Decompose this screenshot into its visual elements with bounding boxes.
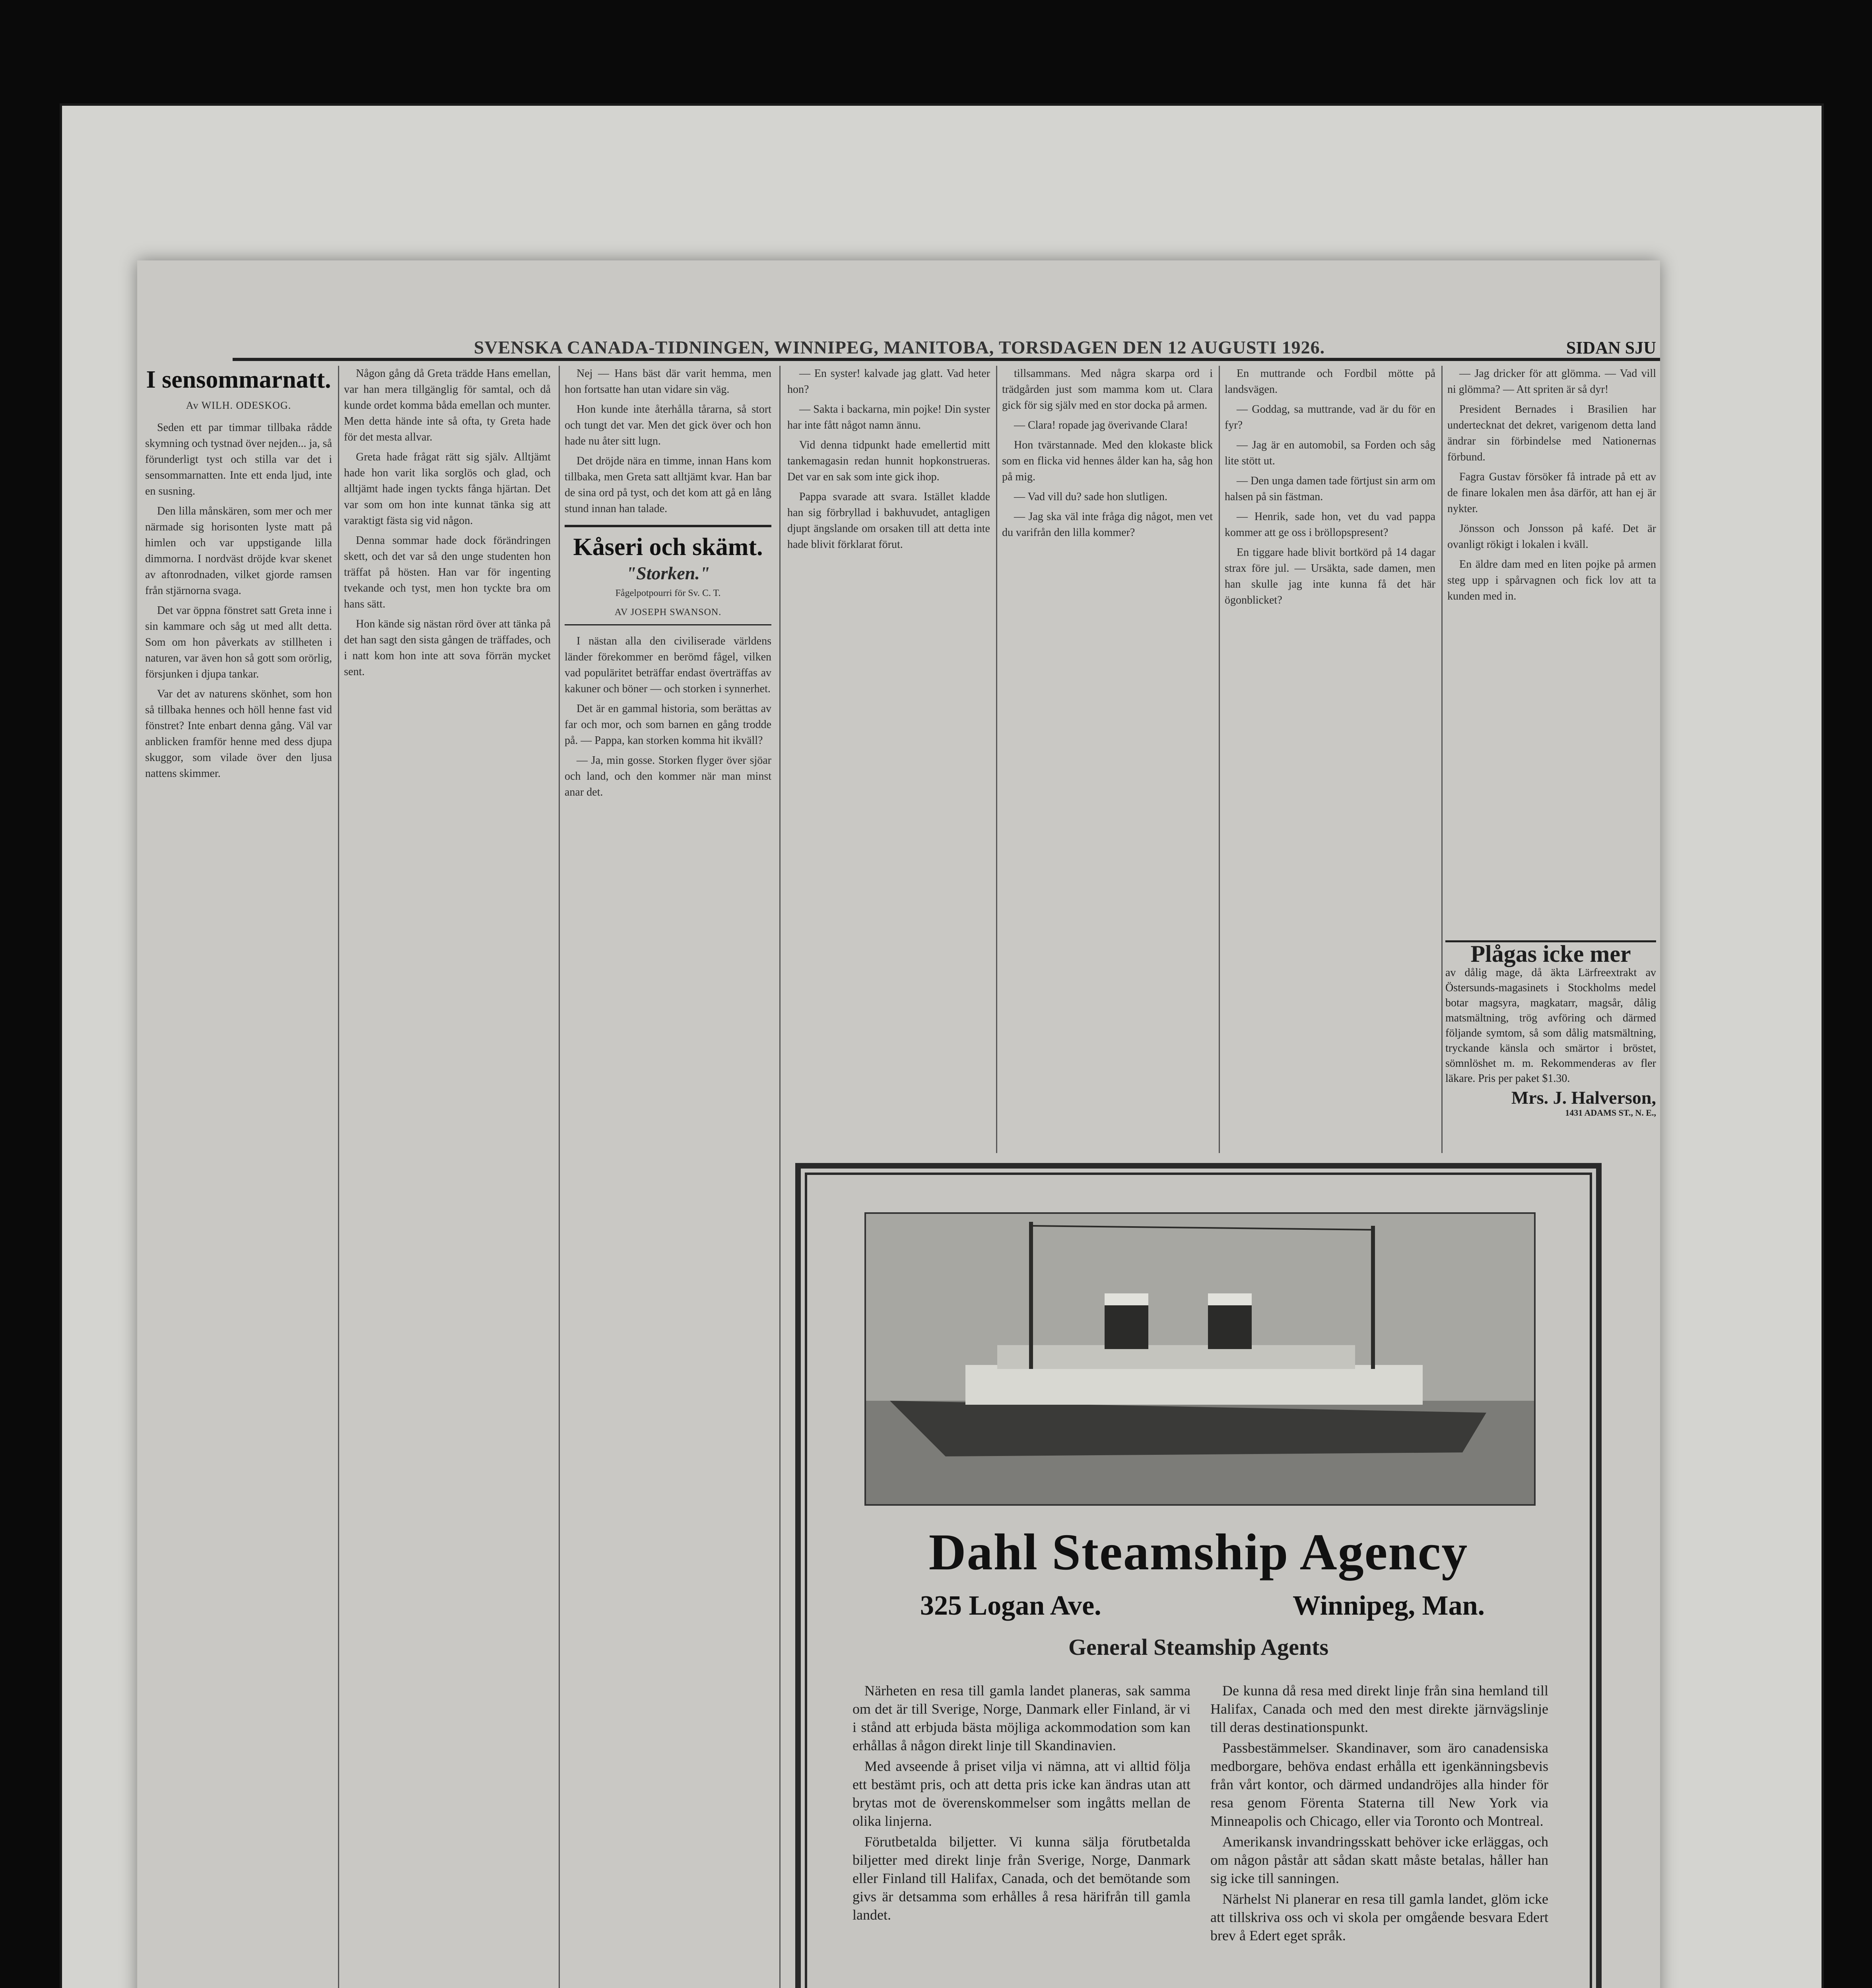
steamship-ad bbox=[795, 1163, 1602, 1988]
column-rule bbox=[559, 366, 560, 1988]
paragraph: Med avseende å priset vilja vi nämna, att vi alltid följa ett bestämt pris, och att detta pris icke kan ändras utan att brytas mot de överenskommelser som ingåtts mellan de olika linjerna. bbox=[852, 1758, 1190, 1829]
paragraph: Denna sommar hade dock förändringen skett, och det var så den unge studenten hon träffat på hösten. Han var för ingenting tvekande och tyst, men hon tyckte bra om hans sätt. bbox=[344, 534, 551, 610]
column-rule bbox=[1441, 366, 1443, 1153]
steamship-photo bbox=[864, 1212, 1536, 1506]
paragraph: Amerikansk invandringsskatt behöver icke erläggas, och om någon påstår att sådan skatt måste betalas, håller han sig icke till sanningen. bbox=[1210, 1834, 1548, 1886]
ad-text: av dålig mage, då äkta Lärfreextrakt av Östersunds-magasinets i Stockholms medel botar magsyra, magkatarr, magsår, dålig matsmältning, trög avföring och därmed följande symtom, så som dålig matsmältning, tryckande känsla och smärtor i bröstet, sömnlöshet m. m. Rekommenderas av fler läkare. Pris per paket $1.30. bbox=[1445, 967, 1656, 1085]
column-1 bbox=[145, 366, 332, 1988]
paragraph: — Goddag, sa muttrande, vad är du för en fyr? bbox=[1225, 403, 1435, 431]
ad-body-right bbox=[1210, 1681, 1548, 1947]
paragraph: Nej — Hans bäst där varit hemma, men hon fortsatte han utan vidare sin väg. bbox=[565, 367, 771, 396]
column-rule bbox=[779, 366, 781, 1988]
paragraph: — Jag dricker för att glömma. — Vad vill ni glömma? — Att spriten är så dyr! bbox=[1447, 367, 1656, 396]
column-3 bbox=[565, 366, 771, 1988]
paragraph: Det dröjde nära en timme, innan Hans kom tillbaka, men Greta satt alltjämt kvar. Han bar de sina ord på tyst, och det kom att gå en lång stund innan han talade. bbox=[565, 455, 771, 515]
ad-body-left bbox=[852, 1681, 1190, 1926]
ad-heading: Plågas icke mer bbox=[1445, 940, 1656, 961]
column-4 bbox=[787, 366, 990, 1153]
paragraph: — Henrik, sade hon, vet du vad pappa kommer att ge oss i bröllopspresent? bbox=[1225, 511, 1435, 539]
paragraph: President Bernades i Brasilien har undertecknat det dekret, varigenom detta land ändrar sin förbindelse med Nationernas förbund. bbox=[1447, 403, 1656, 463]
paragraph: — En syster! kalvade jag glatt. Vad heter hon? bbox=[787, 367, 990, 396]
story-title: I sensommarnatt. bbox=[146, 366, 331, 393]
paragraph: Det var öppna fönstret satt Greta inne i sin kammare och såg ut med allt detta. Som om hon påverkats av stillheten i naturen, var även hon så gott som orörlig, försjunken i djupa tankar. bbox=[145, 604, 332, 680]
ad-name: Mrs. J. Halverson, bbox=[1511, 1087, 1656, 1108]
column-rule bbox=[338, 366, 339, 1988]
kaseri-title: Kåseri och skämt. bbox=[573, 534, 763, 561]
column-5 bbox=[1002, 366, 1213, 1153]
paragraph: Greta hade frågat rätt sig själv. Alltjämt hade hon varit lika sorglös och glad, och alltjämt hade ingen tyckts fånga hjärtan. Det var som om hon inte kunnat tänka sig att varaktigt fästa sig vid någon. bbox=[344, 451, 551, 527]
story-byline: Av WILH. ODESKOG. bbox=[186, 400, 291, 411]
steamship-image bbox=[866, 1214, 1534, 1504]
paragraph: Pappa svarade att svara. Istället kladde han sig förbryllad i bakhuvudet, antagligen djupt ängslande om orsaken till att detta inte hade blivit förklarat förut. bbox=[787, 491, 990, 551]
ad-street: 325 Logan Ave. bbox=[920, 1590, 1101, 1621]
paragraph: Närheten en resa till gamla landet planeras, sak samma om det är till Sverige, Norge, Danmark eller Finland, är vi i stånd att erbjuda bästa möjliga ackommodation som kan erhållas å någon direkt linje till Skandinavien. bbox=[852, 1683, 1190, 1753]
paragraph: De kunna då resa med direkt linje från sina hemland till Halifax, Canada och med den mest direkte järnvägslinje till deras destinationspunkt. bbox=[1210, 1683, 1548, 1735]
paragraph: Närhelst Ni planerar en resa till gamla landet, glöm icke att tillskriva oss och vi skola per omgående besvara Edert brev å Edert eget språk. bbox=[1210, 1891, 1548, 1943]
column-rule bbox=[996, 366, 997, 1153]
paragraph: — Ja, min gosse. Storken flyger över sjöar och land, och den kommer när man minst anar det. bbox=[565, 754, 771, 798]
kaseri-note: Fågelpotpourri för Sv. C. T. bbox=[615, 588, 721, 598]
paragraph: Seden ett par timmar tillbaka rådde skymning och tystnad över nejden... ja, så förunderligt tyst och stilla var det i sensommarnatten. Inte ett enda ljud, inte en susning. bbox=[145, 421, 332, 497]
paragraph: tillsammans. Med några skarpa ord i trädgården just som mamma kom ut. Clara gick för sig själv med en stor docka på armen. bbox=[1002, 367, 1213, 412]
ad-title: Dahl Steamship Agency bbox=[928, 1524, 1468, 1581]
ad-city: Winnipeg, Man. bbox=[1293, 1590, 1485, 1621]
column-7 bbox=[1447, 366, 1656, 930]
kaseri-header bbox=[565, 525, 771, 625]
paragraph: — Jag är en automobil, sa Forden och såg lite stött ut. bbox=[1225, 439, 1435, 467]
column-rule bbox=[1219, 366, 1220, 1153]
masthead: SVENSKA CANADA-TIDNINGEN, WINNIPEG, MANITOBA, TORSDAGEN DEN 12 AUGUSTI 1926. bbox=[474, 337, 1325, 357]
paragraph: — Vad vill du? sade hon slutligen. bbox=[1014, 491, 1167, 503]
ad-subtitle: General Steamship Agents bbox=[1068, 1634, 1329, 1660]
paragraph: Någon gång då Greta trädde Hans emellan, var han mera tillgänglig för samtal, och då kunde ordet komma båda emellan och munter. Men detta hände inte så ofta, ty Greta hade för det mesta allvar. bbox=[344, 367, 551, 443]
newspaper-page bbox=[137, 260, 1660, 1988]
page-number: SIDAN SJU bbox=[1566, 338, 1656, 357]
column-2 bbox=[344, 366, 551, 1988]
paragraph: Hon tvärstannade. Med den klokaste blick som en flicka vid hennes ålder kan ha, såg hon på mig. bbox=[1002, 439, 1213, 483]
paragraph: — Clara! ropade jag överivande Clara! bbox=[1014, 419, 1188, 431]
kaseri-subtitle: "Storken." bbox=[626, 563, 710, 583]
kaseri-author: AV JOSEPH SWANSON. bbox=[614, 607, 722, 617]
paragraph: — Den unga damen tade förtjust sin arm om halsen på sin fästman. bbox=[1225, 475, 1435, 503]
paragraph: Jönsson och Jonsson på kafé. Det är ovanligt rökigt i lokalen i kväll. bbox=[1447, 522, 1656, 551]
paragraph: Den lilla månskären, som mer och mer närmade sig horisonten lyste matt på himlen och var uppstigande lilla dimmorna. I nordväst dröjde kvar skenet av aftonrodnaden, vilket gjorde ramsen från stjärnorna svaga. bbox=[145, 505, 332, 597]
page-header bbox=[233, 330, 1660, 361]
paragraph: En tiggare hade blivit bortkörd på 14 dagar strax före jul. — Ursäkta, sade damen, men han skulle jag inte kunna få det här ögonblicket? bbox=[1225, 546, 1435, 606]
paragraph: En muttrande och Fordbil mötte på landsvägen. bbox=[1225, 367, 1435, 396]
paragraph: Vid denna tidpunkt hade emellertid mitt tankemagasin redan hunnit hopkonstrueras. Det var en sak som inte gick ihop. bbox=[787, 439, 990, 483]
paragraph: Passbestämmelser. Skandinaver, som äro canadensiska medborgare, behöva endast erhålla ett igenkänningsbevis från vårt kontor, och därmed undandröjes alla hinder för resa genom Förenta Staterna till New York via Minneapolis och Chicago, eller via Toronto och Montreal. bbox=[1210, 1740, 1548, 1829]
paragraph: I nästan alla den civiliserade världens länder förekommer en berömd fågel, vilken vad populäritet beträffar endast överträffas av kakuner och böner — och storken i synnerhet. bbox=[565, 635, 771, 695]
ad-address: 1431 ADAMS ST., N. E., bbox=[1565, 1108, 1656, 1118]
paragraph: Hon kunde inte återhålla tårarna, så stort och tungt det var. Men det gick över och hon hade nu åter sitt lugn. bbox=[565, 403, 771, 447]
paragraph: — Jag ska väl inte fråga dig något, men vet du varifrån den lilla kommer? bbox=[1002, 511, 1213, 539]
column-6 bbox=[1225, 366, 1435, 1153]
paragraph: Det är en gammal historia, som berättas av far och mor, och som barnen en gång trodde på. — Pappa, kan storken komma hit ikväll? bbox=[565, 703, 771, 747]
paragraph: Var det av naturens skönhet, som hon så tillbaka hennes och höll henne fast vid fönstret? Inte enbart denna gång. Väl var anblicken framför henne med dess djupa skuggor, som vilade över den ljusa nattens skimmer. bbox=[145, 688, 332, 780]
paragraph: Hon kände sig nästan rörd över att tänka på det han sagt den sista gången de träffades, och i natt kom hon inte att sova förrän mycket sent. bbox=[344, 618, 551, 678]
paragraph: Förutbetalda biljetter. Vi kunna sälja förutbetalda biljetter med direkt linje från Sverige, Norge, Danmark eller Finland till Halifax, Canada, och det bemötande som givs är detsamma som erhålles å resa härifrån till gamla landet. bbox=[852, 1834, 1190, 1923]
halverson-ad bbox=[1445, 940, 1656, 1120]
paragraph: En äldre dam med en liten pojke på armen steg upp i spårvagnen och fick lov att ta kunden med in. bbox=[1447, 558, 1656, 602]
paragraph: — Sakta i backarna, min pojke! Din syster har inte fått något namn ännu. bbox=[787, 403, 990, 431]
paragraph: Fagra Gustav försöker få intrade på ett av de finare lokalen men åsa därför, att han ej är nykter. bbox=[1447, 471, 1656, 515]
